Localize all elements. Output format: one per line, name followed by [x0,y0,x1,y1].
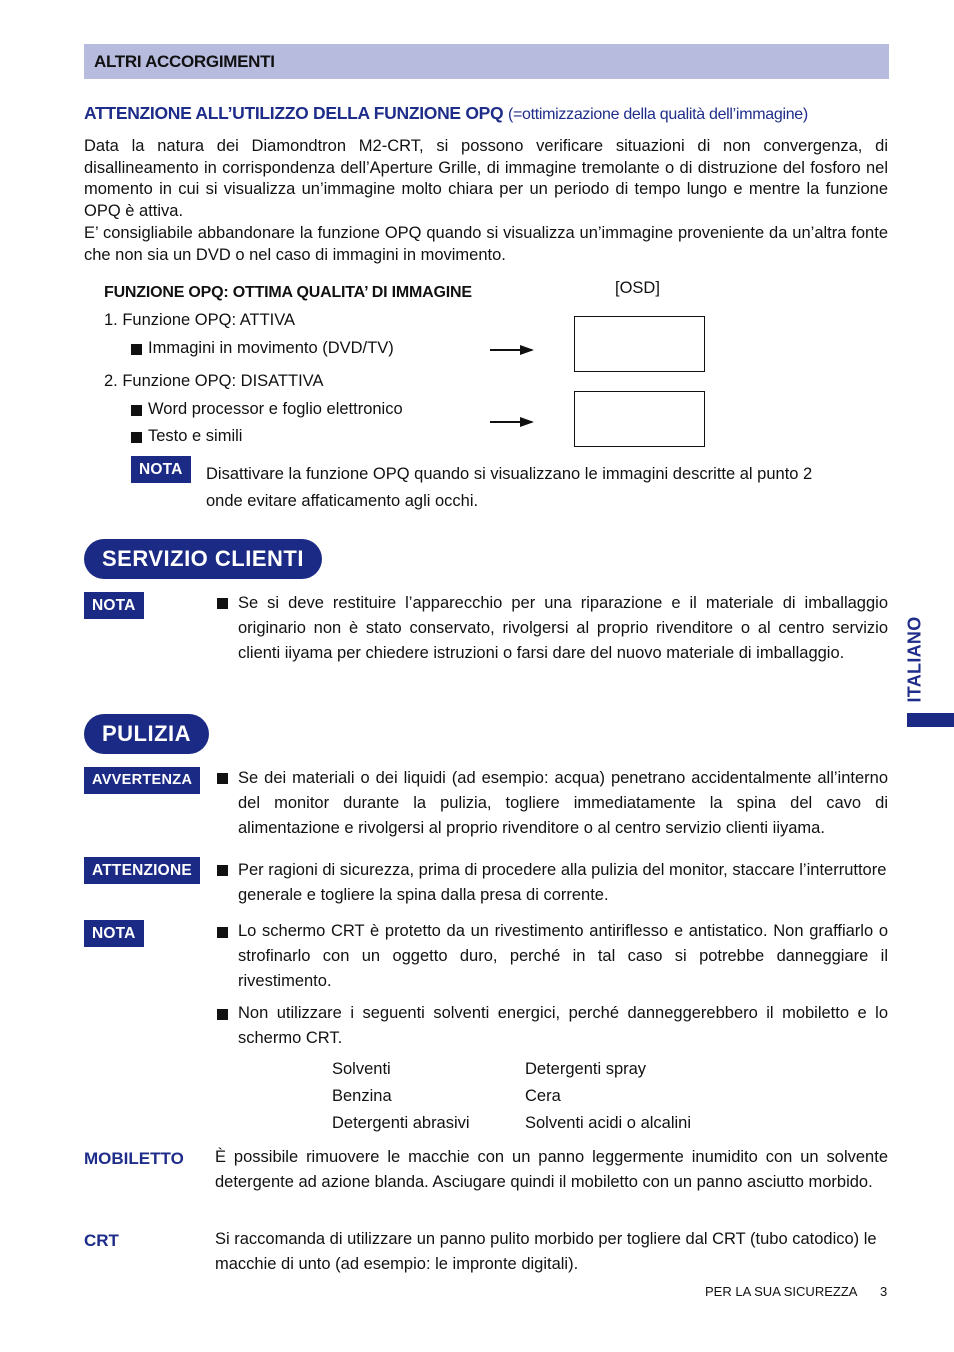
osd-image-box-1 [574,316,705,372]
opq-note-line-2: onde evitare affaticamento agli occhi. [206,492,479,510]
servizio-clienti-heading: SERVIZIO CLIENTI [84,539,322,579]
footer-text: PER LA SUA SICUREZZA [705,1284,858,1299]
mobiletto-text: È possibile rimuovere le macchie con un panno leggermente inumidito con un solvente detergente ad azione blanda. Asciugare quindi il mobiletto con un panno asciutto morbido. [215,1148,888,1191]
opq-note-text [206,461,888,515]
opq-item-2: 2. Funzione OPQ: DISATTIVA [104,372,324,390]
bullet-icon [217,773,228,784]
section-header-bar [84,44,889,79]
crt-label: CRT [84,1231,119,1250]
arrow-right-icon [490,421,532,423]
opq-paragraph-2: E’ consigliabile abbandonare la funzione OPQ quando si visualizza un’immagine proveniente da un’altra fonte che non sia un DVD o nel caso di immagini in movimento. [84,224,888,264]
opq-title [84,103,894,124]
nota-tag: NOTA [131,456,191,483]
avvertenza-text: Se dei materiali o dei liquidi (ad esempio: acqua) penetrano accidentalmente all’interno del monitor durante la pulizia, togliere immediatamente la spina del cavo di alimentazione e rivolgersi al proprio rivenditore o al centro servizio clienti iiyama. [238,769,888,837]
opq-item-2-bullet-2: Testo e simili [148,427,243,445]
side-language-text: ITALIANO [904,616,925,703]
arrow-right-icon [490,349,532,351]
opq-item-1-bullet: Immagini in movimento (DVD/TV) [148,339,394,357]
solvent-item: Solventi [332,1060,391,1078]
pulizia-heading: PULIZIA [84,714,209,754]
servizio-text: Se si deve restituire l’apparecchio per una riparazione e il materiale di imballaggio originario non è stato conservato, rivolgersi al proprio rivenditore o al centro servizio clienti iiyama per chiedere istruzioni o farsi dare del nuovo materiale di imballaggio. [238,594,888,662]
opq-paragraph-1: Data la natura dei Diamondtron M2-CRT, si possono verificare situazioni di non convergenza, di disallineamento in corrispondenza dell’Aperture Grille, di immagine tremolante o di distruzione del fosforo nel momento in cui si visualizza un’immagine molto chiara per un periodo di tempo lungo e mentre la funzione OPQ è attiva. [84,137,888,220]
solvent-item: Solventi acidi o alcalini [525,1114,692,1132]
osd-image-box-2 [574,391,705,447]
opq-item-2-bullet-1: Word processor e foglio elettronico [148,400,403,418]
bullet-icon [217,1009,228,1020]
solvents-left-list [332,1056,470,1137]
bullet-icon [217,865,228,876]
solvent-item: Detergenti spray [525,1060,647,1078]
nota-tag: NOTA [84,920,144,947]
crt-text: Si raccomanda di utilizzare un panno pulito morbido per togliere dal CRT (tubo catodico) le macchie di unto (ad esempio: le impronte digitali). [215,1230,877,1273]
opq-item-1: 1. Funzione OPQ: ATTIVA [104,311,296,329]
bullet-icon [131,344,142,355]
avvertenza-tag: AVVERTENZA [84,767,200,794]
opq-title-subtitle: (=ottimizzazione della qualità dell’immagine) [507,106,808,123]
bullet-icon [217,927,228,938]
side-language-label [905,610,927,710]
mobiletto-label: MOBILETTO [84,1149,184,1168]
nota-text-1: Lo schermo CRT è protetto da un rivestimento antiriflesso e antistatico. Non graffiarlo o strofinarlo con un oggetto duro, perché in tal caso si potrebbe danneggiare il rivestimento. [238,922,888,990]
opq-note-line-1: Disattivare la funzione OPQ quando si visualizzano le immagini descritte al punto 2 [206,465,813,483]
solvent-item: Cera [525,1087,561,1105]
solvent-item: Detergenti abrasivi [332,1114,470,1132]
bullet-icon [131,432,142,443]
bullet-icon [131,405,142,416]
osd-label: [OSD] [615,279,660,297]
opq-title-main: ATTENZIONE ALL’UTILIZZO DELLA FUNZIONE OPQ [84,103,504,123]
section-header-title: ALTRI ACCORGIMENTI [94,52,275,71]
page-number: 3 [880,1284,888,1299]
side-language-bar [907,713,954,727]
nota-tag: NOTA [84,592,144,619]
solvent-item: Benzina [332,1087,392,1105]
solvents-right-list [525,1056,691,1137]
bullet-icon [217,598,228,609]
nota-text-2: Non utilizzare i seguenti solventi energici, perché danneggerebbero il mobiletto e lo schermo CRT. [238,1004,888,1047]
opq-function-heading: FUNZIONE OPQ: OTTIMA QUALITA’ DI IMMAGINE [104,284,472,301]
attenzione-tag: ATTENZIONE [84,857,200,884]
attenzione-text: Per ragioni di sicurezza, prima di procedere alla pulizia del monitor, staccare l’interruttore generale e togliere la spina dalla presa di corrente. [238,861,887,904]
